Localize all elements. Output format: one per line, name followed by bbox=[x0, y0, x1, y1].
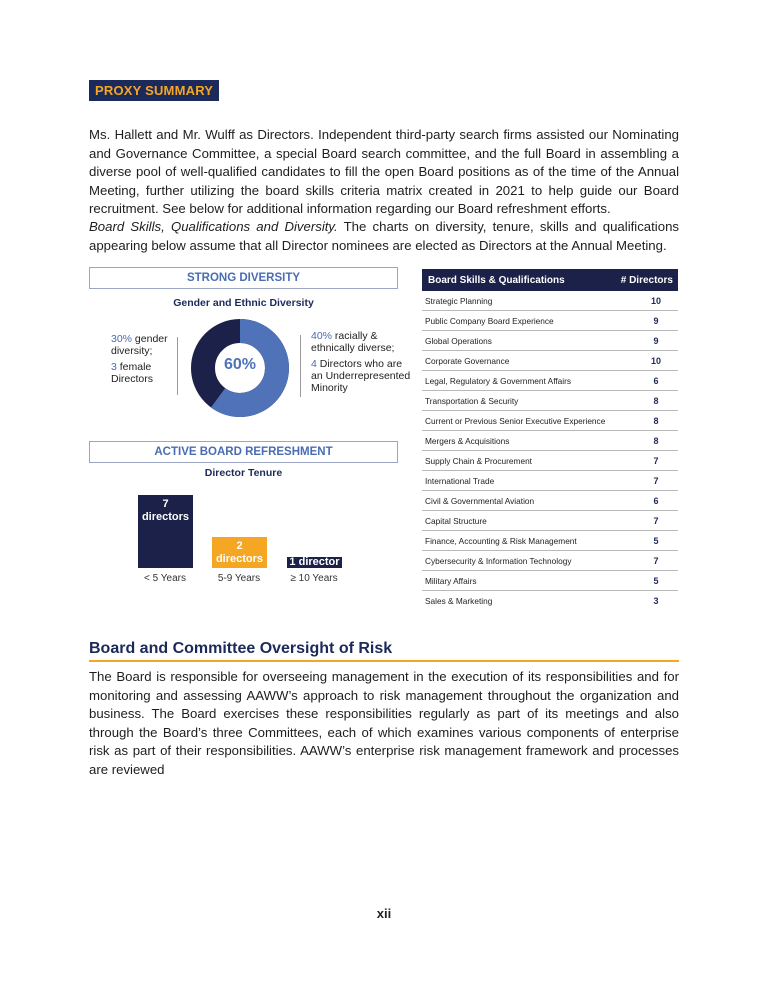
row-skill: Supply Chain & Procurement bbox=[425, 455, 532, 466]
female-count-text: female Directors bbox=[111, 361, 154, 385]
row-count: 5 bbox=[653, 535, 659, 546]
table-row bbox=[422, 491, 678, 511]
skills-table-header bbox=[422, 269, 678, 291]
table-row bbox=[422, 311, 678, 331]
tenure-label-5-9: 5-9 Years bbox=[217, 573, 261, 584]
row-count: 7 bbox=[653, 455, 659, 466]
risk-paragraph: The Board is responsible for overseeing management in the execution of its responsibilities and for monitoring and assessing AAWW’s approach to risk management throughout the organization and business. The Board exercises these responsibilities regularly as part of its meetings and also through the Board’s three Committees, each of which examines various components of enterprise risk as part of their responsibilities. AAWW’s enterprise risk management framework and processes are reviewed bbox=[89, 669, 679, 777]
row-skill: Legal, Regulatory & Government Affairs bbox=[425, 375, 572, 386]
skills-lead-in: Board Skills, Qualifications and Diversity. bbox=[89, 219, 338, 234]
table-row bbox=[422, 511, 678, 531]
ethnic-stat bbox=[311, 330, 411, 398]
skills-paragraph bbox=[89, 218, 679, 255]
gender-pct-text: gender diversity; bbox=[111, 333, 168, 357]
divider-right bbox=[300, 335, 301, 397]
row-skill: Military Affairs bbox=[425, 575, 477, 586]
page-number: xii bbox=[376, 906, 392, 921]
row-count: 7 bbox=[653, 555, 659, 566]
row-skill: Sales & Marketing bbox=[425, 596, 493, 606]
tenure-bar-5-9 bbox=[212, 537, 267, 568]
row-skill: Strategic Planning bbox=[425, 295, 493, 306]
table-row bbox=[422, 571, 678, 591]
row-count: 7 bbox=[653, 515, 659, 526]
bar-unit: directors bbox=[215, 553, 264, 565]
row-count: 5 bbox=[653, 575, 659, 586]
row-count: 8 bbox=[653, 435, 659, 446]
intro-paragraph: Ms. Hallett and Mr. Wulff as Directors. Independent third-party search firms assisted our Nominating and Governance Committee, a special Board search committee, and the full Board in assembling a diverse pool of well-qualified candidates to fill the open Board positions as of the time of the Annual Meeting, further utilizing the board skills criteria matrix created in 2021 to help guide our Board recruitment. See below for additional information regarding our Board refreshment efforts. bbox=[89, 127, 679, 216]
table-row bbox=[422, 471, 678, 491]
row-count: 6 bbox=[653, 375, 659, 386]
proxy-summary-badge: PROXY SUMMARY bbox=[89, 80, 219, 101]
header-count: # Directors bbox=[620, 274, 673, 286]
female-count: 3 bbox=[111, 361, 117, 373]
gender-pct: 30% bbox=[111, 333, 133, 345]
tenure-chart-title: Director Tenure bbox=[204, 467, 283, 479]
table-row bbox=[422, 371, 678, 391]
table-row bbox=[422, 351, 678, 371]
table-row bbox=[422, 531, 678, 551]
row-skill: International Trade bbox=[425, 475, 495, 486]
row-count: 8 bbox=[653, 395, 659, 406]
row-count: 8 bbox=[653, 415, 659, 426]
table-row bbox=[422, 451, 678, 471]
row-count: 9 bbox=[653, 315, 659, 326]
row-skill: Public Company Board Experience bbox=[425, 315, 554, 326]
table-row bbox=[422, 391, 678, 411]
board-refreshment-title: ACTIVE BOARD REFRESHMENT bbox=[89, 441, 398, 463]
row-skill: Transportation & Security bbox=[425, 395, 519, 406]
row-count: 10 bbox=[650, 355, 661, 366]
table-row bbox=[422, 331, 678, 351]
tenure-bar-10-plus: 1 director bbox=[287, 557, 342, 568]
donut-center-label: 60% bbox=[223, 356, 257, 373]
skills-text: The charts on diversity, tenure, skills and qualifications appearing below assume that all Director nominees are elected as Directors at the Annual Meeting. bbox=[89, 219, 679, 253]
table-row bbox=[422, 591, 678, 611]
tenure-label-under-5: < 5 Years bbox=[144, 573, 186, 584]
urm-count-text: Directors who are an Underrepresented Minority bbox=[311, 358, 411, 394]
heading-underline bbox=[89, 660, 679, 662]
gender-stat bbox=[111, 333, 181, 389]
row-skill: Cybersecurity & Information Technology bbox=[425, 555, 572, 566]
bar-unit: directors bbox=[141, 511, 190, 523]
header-skill: Board Skills & Qualifications bbox=[428, 274, 565, 286]
divider-left bbox=[177, 337, 178, 395]
diversity-chart-title: Gender and Ethnic Diversity bbox=[173, 297, 314, 309]
ethnic-pct: 40% bbox=[311, 330, 333, 342]
row-count: 9 bbox=[653, 335, 659, 346]
row-skill: Finance, Accounting & Risk Management bbox=[425, 535, 577, 546]
row-count: 3 bbox=[653, 596, 659, 606]
row-skill: Global Operations bbox=[425, 335, 492, 346]
table-row bbox=[422, 291, 678, 311]
row-count: 10 bbox=[650, 295, 661, 306]
tenure-bar-under-5 bbox=[138, 495, 193, 568]
urm-count: 4 bbox=[311, 358, 317, 370]
strong-diversity-title: STRONG DIVERSITY bbox=[89, 267, 398, 289]
bar-value: 7 bbox=[162, 498, 169, 510]
table-row bbox=[422, 431, 678, 451]
table-row bbox=[422, 551, 678, 571]
row-count: 7 bbox=[653, 475, 659, 486]
row-skill: Corporate Governance bbox=[425, 355, 510, 366]
ethnic-pct-text: racially & ethnically diverse; bbox=[311, 330, 395, 354]
row-skill: Civil & Governmental Aviation bbox=[425, 495, 535, 506]
row-skill: Current or Previous Senior Executive Experience bbox=[425, 415, 606, 426]
tenure-label-10-plus: ≥ 10 Years bbox=[290, 573, 338, 584]
row-count: 6 bbox=[653, 495, 659, 506]
bar-value: 2 bbox=[236, 540, 243, 552]
table-row bbox=[422, 411, 678, 431]
skills-table bbox=[422, 269, 678, 611]
row-skill: Capital Structure bbox=[425, 515, 487, 526]
row-skill: Mergers & Acquisitions bbox=[425, 435, 510, 446]
risk-section-heading: Board and Committee Oversight of Risk bbox=[89, 640, 393, 657]
